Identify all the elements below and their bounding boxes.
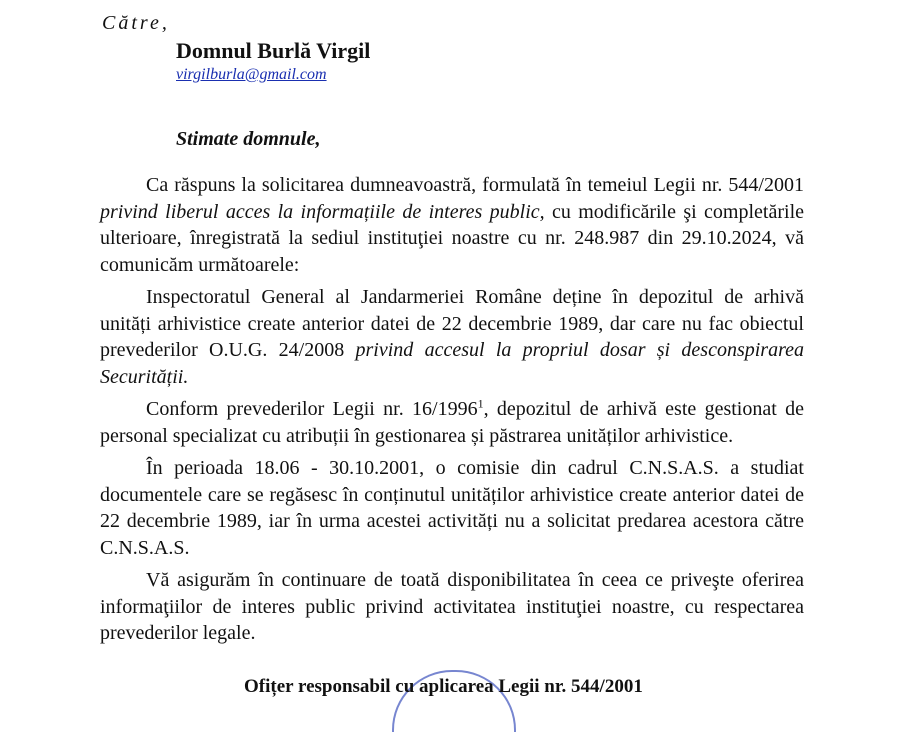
oug-title-italic: privind accesul la propriul dosar și desconspirarea Securității. [100,339,804,388]
paragraph-response [100,172,804,278]
paragraph-archive [100,284,804,390]
law-title-italic: privind liberul acces la informațiile de interes public, [100,200,545,223]
footnote-marker: 1 [477,396,484,411]
letter-body [100,172,804,653]
paragraph-law-16 [100,396,804,449]
salutation: Stimate domnule, [176,128,321,150]
paragraph-response-text-end: cu modificările şi completările ulterioare, înregistrată la sediul instituţiei noastre cu nr. 248.987 din 29.10.2024, vă comunicăm următoarele: [100,200,805,276]
paragraph-law-16-text-end: , depozitul de arhivă este gestionat de personal specializat cu atribuții în gestionarea și păstrarea unităților arhivistice. [100,398,804,447]
paragraph-law-16-text: Conform prevederilor Legii nr. 16/1996 [146,398,478,420]
paragraph-cnsas: În perioada 18.06 - 30.10.2001, o comisie din cadrul C.N.S.A.S. a studiat documentele care se regăsesc în conținutul unităților arhivistice create anterior datei de 22 decembrie 1989, iar în urma acestei activități nu a solicitat predarea acestora către C.N.S.A.S. [100,457,804,559]
paragraph-closing: Vă asigurăm în continuare de toată disponibilitatea în ceea ce priveşte oferirea informaţiilor de interes public privind activitatea instituţiei noastre, cu respectarea prevederilor legale. [100,569,804,644]
recipient-name: Domnul Burlă Virgil [176,38,371,63]
paragraph-archive-text: Inspectoratul General al Jandarmeriei Române deține în depozitul de arhivă unități arhivistice create anterior datei de 22 decembrie 1989, dar care nu fac obiectul prevederilor O.U.G. 24/2008 [100,286,804,361]
signature-title: Ofițer responsabil cu aplicarea Legii nr. 544/2001 [244,676,643,697]
recipient-email-link[interactable]: virgilburla@gmail.com [176,66,327,83]
paragraph-response-text: Ca răspuns la solicitarea dumneavoastră, formulată în temeiul Legii nr. 544/2001 [146,174,804,196]
to-label: Către, [102,12,170,34]
